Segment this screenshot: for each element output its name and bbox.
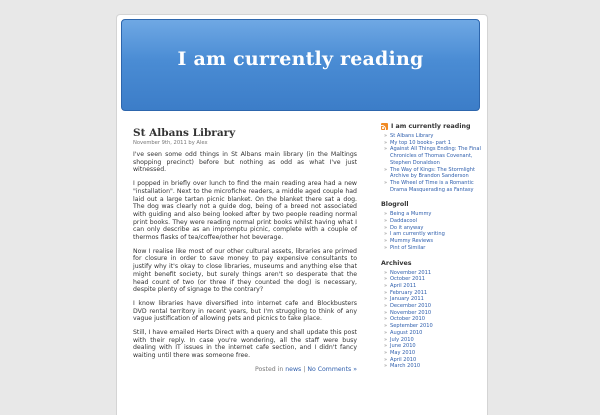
list-item [384,363,481,370]
blogroll-widget [381,201,481,251]
archive-link[interactable]: October 2010 [390,316,425,323]
posted-in-label: Posted in [255,365,284,373]
list-item [384,211,481,218]
comments-link[interactable]: No Comments » [307,365,357,373]
blogroll-link[interactable]: Do it anyway [390,224,424,231]
post-meta: November 9th, 2011 by Alex [133,140,208,146]
list-item [384,133,481,140]
list-item [384,225,481,232]
archive-link[interactable]: July 2010 [390,336,414,343]
list-item [384,310,481,317]
list-item [384,146,481,166]
list-item [384,167,481,180]
list-item [384,270,481,277]
blogroll-link[interactable]: Daddacool [390,218,418,225]
archive-link[interactable]: May 2010 [390,349,416,356]
archive-link[interactable]: March 2010 [390,363,421,370]
list-item [384,140,481,147]
blogroll-link[interactable]: I am currently writing [390,231,445,238]
list-item [384,357,481,364]
archive-link[interactable]: December 2010 [390,303,431,310]
feed-link[interactable]: Against All Things Ending: The Final Chronicles of Thomas Covenant, Stephen Donaldson [390,146,481,166]
archive-link[interactable]: June 2010 [390,343,416,350]
archive-link[interactable]: August 2010 [390,329,423,336]
archive-link[interactable]: September 2010 [390,323,433,330]
feed-title-text[interactable]: I am currently reading [391,123,471,130]
archive-link[interactable]: February 2011 [390,289,428,296]
archive-link[interactable]: October 2011 [390,276,425,283]
feed-link[interactable]: The Way of Kings: The Stormlight Archive by Brandon Sanderson [390,166,475,180]
list-item [384,231,481,238]
list-item [384,290,481,297]
list-item [384,296,481,303]
archives-title: Archives [381,259,412,267]
post-paragraph: I've seen some odd things in St Albans main library (in the Maltings shopping precinct) before but nothing as odd as what I've just witnessed. [133,151,357,174]
list-item [384,330,481,337]
footer-separator: | [303,365,306,373]
archive-link[interactable]: November 2010 [390,309,432,316]
feed-link[interactable]: St Albans Library [390,133,434,139]
archive-link[interactable]: April 2010 [390,356,417,363]
list-item [384,316,481,323]
list-item [384,218,481,225]
archive-link[interactable]: January 2011 [390,296,424,303]
category-link-news[interactable]: news [285,365,302,373]
list-item [384,238,481,245]
archive-link[interactable]: November 2011 [390,269,432,276]
blogroll-list [381,211,481,251]
list-item [384,337,481,344]
post-paragraph: Still, I have emailed Herts Direct with a query and shall update this post with their reply. In case you're wondering, all the staff were busy dealing with IT issues in the internet cafe section, and I didn't fancy waiting until there was someone free. [133,329,357,360]
rss-icon[interactable] [381,123,388,130]
list-item [384,180,481,193]
blog-header[interactable] [121,19,480,111]
list-item [384,245,481,252]
main-content [133,127,357,373]
sidebar [381,123,481,378]
blogroll-link[interactable]: Pint of Similar [390,244,426,251]
post-paragraph: Now I realise like most of our other cultural assets, libraries are primed for closure in order to save money to pay expensive consultants to justify why it's okay to close libraries, museums and anything else that might benefit society, but surely things aren't so desperate that the head count of two (or three if they counted the dog) is necessary, despite plenty of signage to the contrary? [133,247,357,294]
list-item [384,343,481,350]
archives-widget [381,260,481,371]
archives-list [381,270,481,371]
page-container [116,14,488,415]
list-item [384,350,481,357]
list-item [384,303,481,310]
archive-link[interactable]: April 2011 [390,282,417,289]
post-body [133,151,357,360]
blogroll-title: Blogroll [381,201,409,209]
post-paragraph: I know libraries have diversified into internet cafe and Blockbusters DVD rental territory in recent years, but I'm struggling to think of any vague justification of allowing pets and picnics to take place. [133,299,357,323]
post-footer [133,366,357,373]
post-title[interactable]: St Albans Library [133,127,236,139]
feed-widget [381,123,481,193]
list-item [384,283,481,290]
feed-link[interactable]: The Wheel of Time is a Romantic Drama Masquerading as Fantasy [390,179,474,193]
list-item [384,276,481,283]
feed-link[interactable]: My top 10 books- part 1 [390,139,451,146]
post-paragraph: I popped in briefly over lunch to find the main reading area had a new "installation". Next to the microfiche readers, a middle aged couple had laid out a large tartan picnic blanket. On the blanket there sat a dog. The dog was clearly not a guide dog, being of a breed not associated with guiding and also being looked after by two people reading normal print books. They were reading normal print books whilst having what I can only describe as an impromptu picnic, complete with a couple of thermos flasks of tea/coffee/other hot beverage. [133,180,357,242]
blogroll-link[interactable]: Mummy Reviews [390,238,434,245]
list-item [384,323,481,330]
blogroll-link[interactable]: Being a Mummy [390,211,432,218]
blog-title[interactable]: I am currently reading [177,48,424,70]
feed-list [381,133,481,193]
feed-widget-title [381,123,481,130]
